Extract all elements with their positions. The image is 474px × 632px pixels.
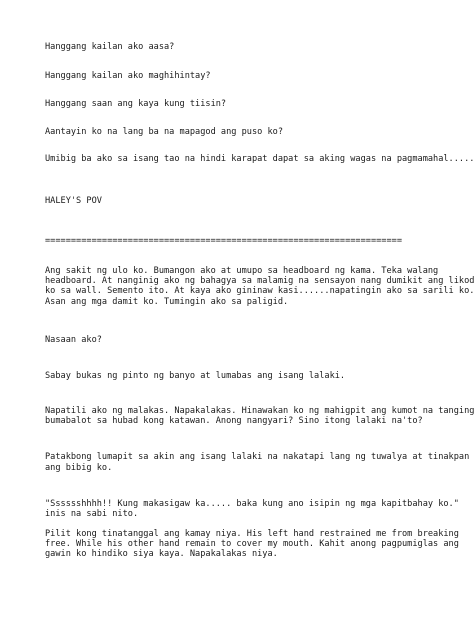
text-line: Pilit kong tinatanggal ang kamay niya. His left hand restrained me from breaking: [45, 529, 459, 539]
text-line: Hanggang kailan ako aasa?: [45, 42, 175, 52]
text-line: "Sssssshhhh!! Kung makasigaw ka..... baka kung ano isipin ng mga kapitbahay ko.": [45, 499, 459, 509]
text-line: Nasaan ako?: [45, 335, 102, 345]
separator-line: =====================================================================: [45, 236, 402, 246]
text-line: ko sa wall. Semento ito. At kaya ako gininaw kasi......napatingin ako sa sarili ko.: [45, 286, 474, 296]
text-line: bumabalot sa hubad kong katawan. Anong nangyari? Sino itong lalaki na'to?: [45, 416, 423, 426]
text-line: free. While his other hand remain to cover my mouth. Kahit anong pagpumiglas ang: [45, 539, 459, 549]
text-line: Napatili ako ng malakas. Napakalakas. Hinawakan ko ng mahigpit ang kumot na tanging: [45, 406, 474, 416]
text-line: Umibig ba ako sa isang tao na hindi karapat dapat sa aking wagas na pagmamahal.....: [45, 154, 474, 164]
text-line: Sabay bukas ng pinto ng banyo at lumabas ang isang lalaki.: [45, 371, 346, 381]
text-line: ang bibig ko.: [45, 463, 113, 473]
text-line: Patakbong lumapit sa akin ang isang lalaki na nakatapi lang ng tuwalya at tinakpan: [45, 452, 470, 462]
text-line: inis na sabi nito.: [45, 509, 139, 519]
text-line: Hanggang saan ang kaya kung tiisin?: [45, 99, 227, 109]
text-line: Ang sakit ng ulo ko. Bumangon ako at umupo sa headboard ng kama. Teka walang: [45, 266, 439, 276]
text-line: Asan ang mga damit ko. Tumingin ako sa paligid.: [45, 297, 289, 307]
text-line: headboard. At nanginig ako ng bahagya sa malamig na sensayon nang dumikit ang likod: [45, 276, 474, 286]
text-line: Aantayin ko na lang ba na mapagod ang puso ko?: [45, 127, 283, 137]
text-line: gawin ko hindiko siya kaya. Napakalakas niya.: [45, 549, 278, 559]
text-line: Hanggang kailan ako maghihintay?: [45, 71, 211, 81]
section-heading: HALEY'S POV: [45, 196, 102, 206]
